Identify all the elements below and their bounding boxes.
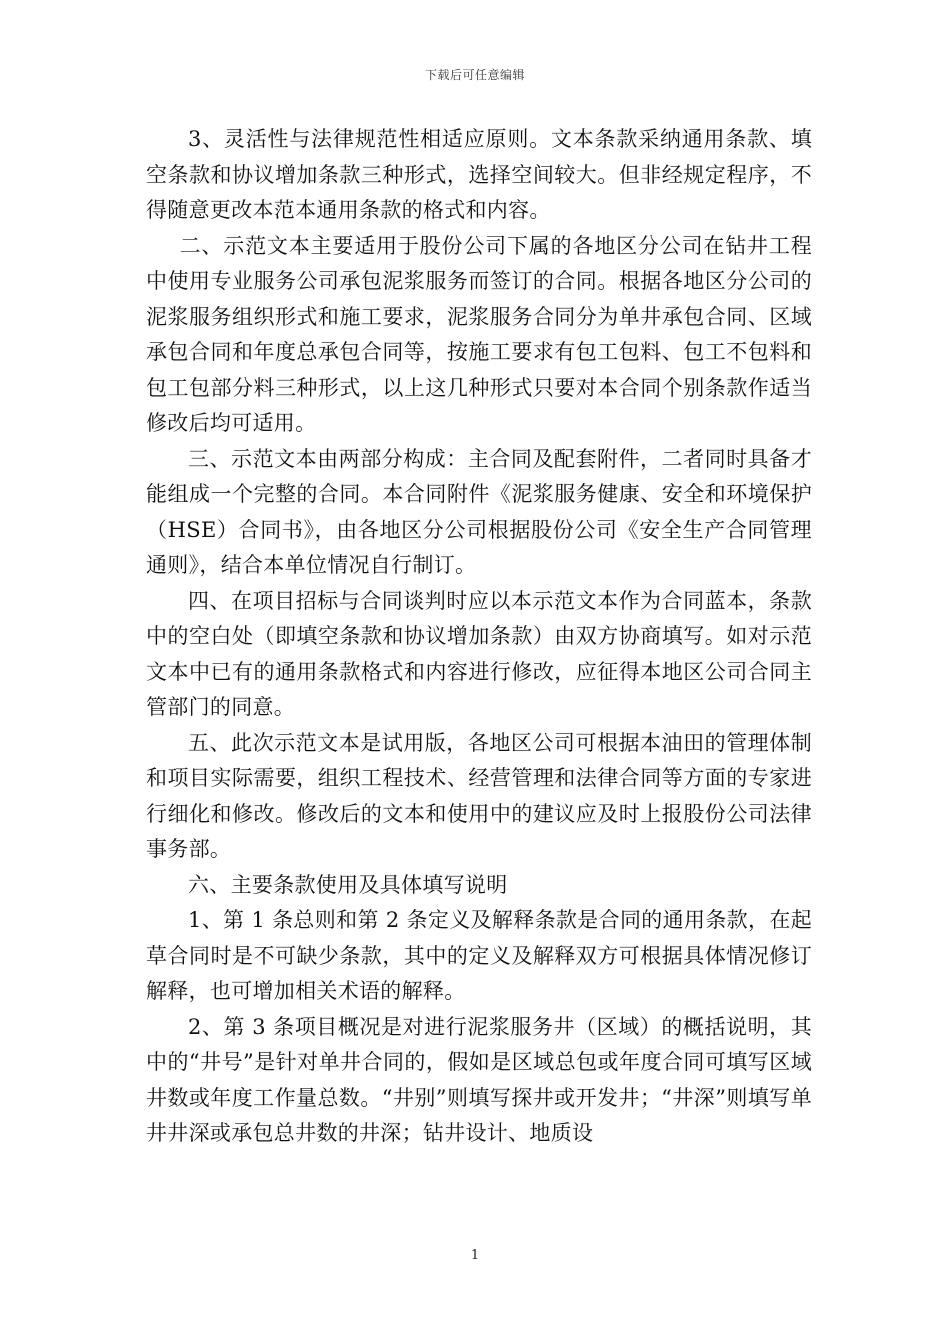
paragraph-item-2: 2、第 3 条项目概况是对进行泥浆服务井（区域）的概括说明，其中的“井号”是针对单井合同的，假如是区域总包或年度合同可填写区域井数或年度工作量总数。“井别”则填写探井或开发井；“井深”则填写单井井深或承包总井数的井深；钻井设计、地质设 <box>146 1014 812 1145</box>
page-number: 1 <box>470 1248 480 1263</box>
paragraph-principle-3: 3、灵活性与法律规范性相适应原则。文本条款采纳通用条款、填空条款和协议增加条款三种形式，选择空间较大。但非经规定程序，不得随意更改本范本通用条款的格式和内容。 <box>146 127 812 222</box>
paragraph-section-2: 二、示范文本主要适用于股份公司下属的各地区分公司在钻井工程中使用专业服务公司承包泥浆服务而签订的合同。根据各地区分公司的泥浆服务组织形式和施工要求，泥浆服务合同分为单井承包合同、区域承包合同和年度总承包合同等，按施工要求有包工包料、包工不包料和包工包部分料三种形式，以上这几种形式只要对本合同个别条款作适当修改后均可适用。 <box>146 233 812 435</box>
paragraph-section-5: 五、此次示范文本是试用版，各地区公司可根据本油田的管理体制和项目实际需要，组织工程技术、经营管理和法律合同等方面的专家进行细化和修改。修改后的文本和使用中的建议应及时上报股份公司法律事务部。 <box>146 730 812 861</box>
paragraph-item-1: 1、第 1 条总则和第 2 条定义及解释条款是合同的通用条款，在起草合同时是不可缺少条款，其中的定义及解释双方可根据具体情况修订解释，也可增加相关术语的解释。 <box>146 908 812 1003</box>
document-body <box>146 122 812 1152</box>
page-header-note: 下载后可任意编辑 <box>424 68 525 82</box>
paragraph-section-6-heading: 六、主要条款使用及具体填写说明 <box>188 872 508 897</box>
paragraph-section-4: 四、在项目招标与合同谈判时应以本示范文本作为合同蓝本，条款中的空白处（即填空条款和协议增加条款）由双方协商填写。如对示范文本中已有的通用条款格式和内容进行修改，应征得本地区公司合同主管部门的同意。 <box>146 588 812 719</box>
paragraph-section-3: 三、示范文本由两部分构成：主合同及配套附件，二者同时具备才能组成一个完整的合同。本合同附件《泥浆服务健康、安全和环境保护（HSE）合同书》，由各地区分公司根据股份公司《安全生产合同管理通则》，结合本单位情况自行制订。 <box>146 446 812 577</box>
